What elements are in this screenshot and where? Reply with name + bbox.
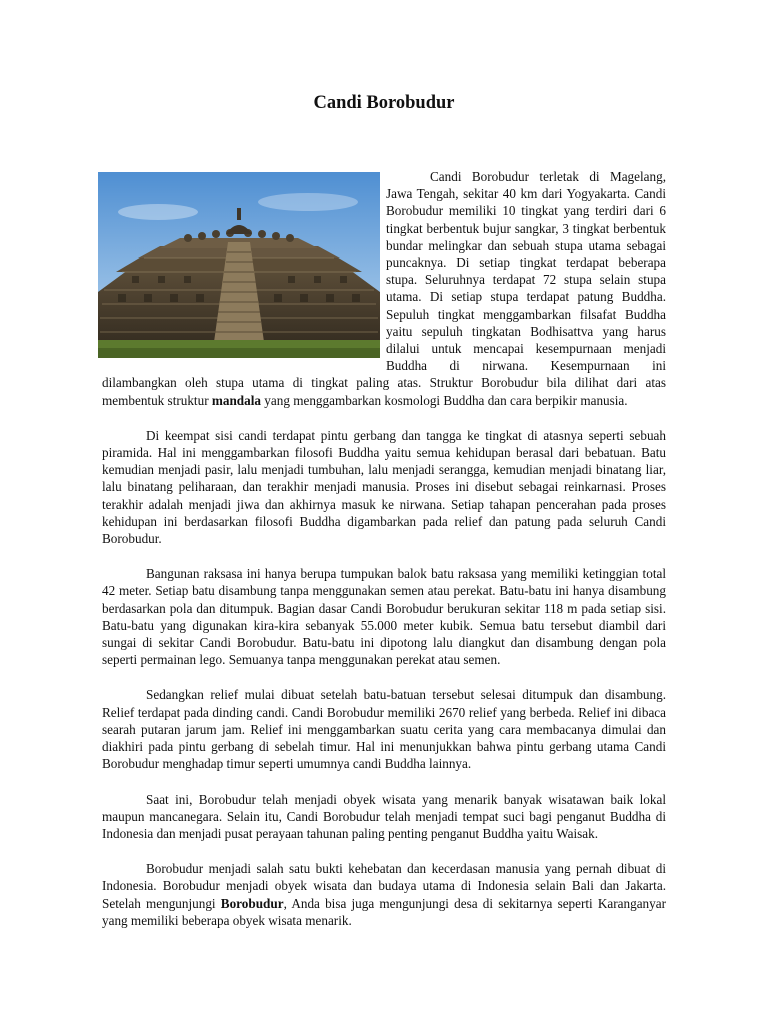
paragraph-2: Di keempat sisi candi terdapat pintu gerbang dan tangga ke tingkat di atasnya seperti sebuah piramida. Hal ini menggambarkan filosofi Buddha yaitu semua kehidupan berasal dari bebatuan. Batu kemudian menjadi pasir, lalu menjadi tumbuhan, lalu menjadi serangga, kemudian menjadi binatang liar, lalu binatang peliharaan, dan terakhir menjadi manusia. Proses ini disebut sebagai reinkarnasi. Proses terakhir adalah menjadi jiwa dan akhirnya masuk ke nirwana. Setiap tahapan pencerahan pada proses kehidupan ini berdasarkan filosofi Buddha digambarkan pada relief dan patung pada seluruh Candi Borobudur. <box>102 427 666 547</box>
paragraph-5: Saat ini, Borobudur telah menjadi obyek wisata yang menarik banyak wisatawan baik lokal maupun mancanegara. Selain itu, Candi Borobudur telah menjadi tempat suci bagi penganut Buddha di Indonesia dan menjadi pusat perayaan tahunan paling penting penganut Buddha yaitu Waisak. <box>102 791 666 841</box>
paragraph-1-text-b: yang menggambarkan kosmologi Buddha dan cara berpikir manusia. <box>261 392 628 408</box>
borobudur-photo <box>98 172 380 358</box>
document-title: Candi Borobudur <box>313 93 455 113</box>
paragraph-6-text-a: Borobudur menjadi salah satu bukti kehebatan dan kecerdasan manusia yang pernah dibuat di Indonesia. Borobudur menjadi obyek wisata dan budaya utama di Indonesia selain Bali dan Jakarta. Setelah mengunjungi <box>102 861 666 911</box>
paragraph-1-bold-term: mandala <box>211 392 261 408</box>
paragraph-6-text-b: , Anda bisa juga mengunjungi desa di sekitarnya seperti Karanganyar yang memiliki beberapa obyek wisata menarik. <box>102 895 666 928</box>
paragraph-6-bold-term: Borobudur <box>220 895 284 911</box>
paragraph-4: Sedangkan relief mulai dibuat setelah batu-batuan tersebut selesai ditumpuk dan disambung. Relief terdapat pada dinding candi. Candi Borobudur memiliki 2670 relief yang berbeda. Relief ini dibaca searah putaran jarum jam. Relief ini menggambarkan suatu cerita yang cara membacanya dimulai dan diakhiri pada pintu gerbang di sebelah timur. Hal ini menunjukkan bahwa pintu gerbang utama Candi Borobudur menghadap timur seperti umumnya candi Buddha lainnya. <box>102 687 666 772</box>
paragraph-3: Bangunan raksasa ini hanya berupa tumpukan balok batu raksasa yang memiliki ketinggian total 42 meter. Setiap batu disambung tanpa menggunakan semen atau perekat. Batu-batu ini hanya disambung berdasarkan pola dan ditumpuk. Bagian dasar Candi Borobudur berukuran sekitar 118 m pada setiap sisi. Batu-batu yang digunakan kira-kira sebanyak 55.000 meter kubik. Semua batu tersebut diambil dari sungai di sekitar Candi Borobudur. Batu-batu ini dipotong lalu diangkut dan disambung dengan pola seperti permainan lego. Semuanya tanpa menggunakan perekat atau semen. <box>102 566 666 668</box>
borobudur-photo-drawing <box>98 172 380 358</box>
paragraph-6 <box>102 860 666 929</box>
paragraph-1-text-a: Candi Borobudur terletak di Magelang, Jawa Tengah, sekitar 40 km dari Yogyakarta. Candi Borobudur memiliki 10 tingkat yang terdiri dari 6 tingkat berbentuk bujur sangkar, 3 tingkat berbentuk bundar melingkar dan sebuah stupa utama sebagai puncaknya. Di setiap tingkat terdapat beberapa stupa. Seluruhnya terdapat 72 stupa selain stupa utama. Di setiap stupa terdapat patung Buddha. Sepuluh tingkat menggambarkan filsafat Buddha yaitu sepuluh tingkatan Bodhisattva yang harus dilalui untuk mencapai kesempurnaan menjadi Buddha di nirwana. Kesempurnaan ini dilambangkan oleh stupa utama di tingkat paling atas. Struktur Borobudur bila dilihat dari atas membentuk struktur <box>102 169 666 408</box>
